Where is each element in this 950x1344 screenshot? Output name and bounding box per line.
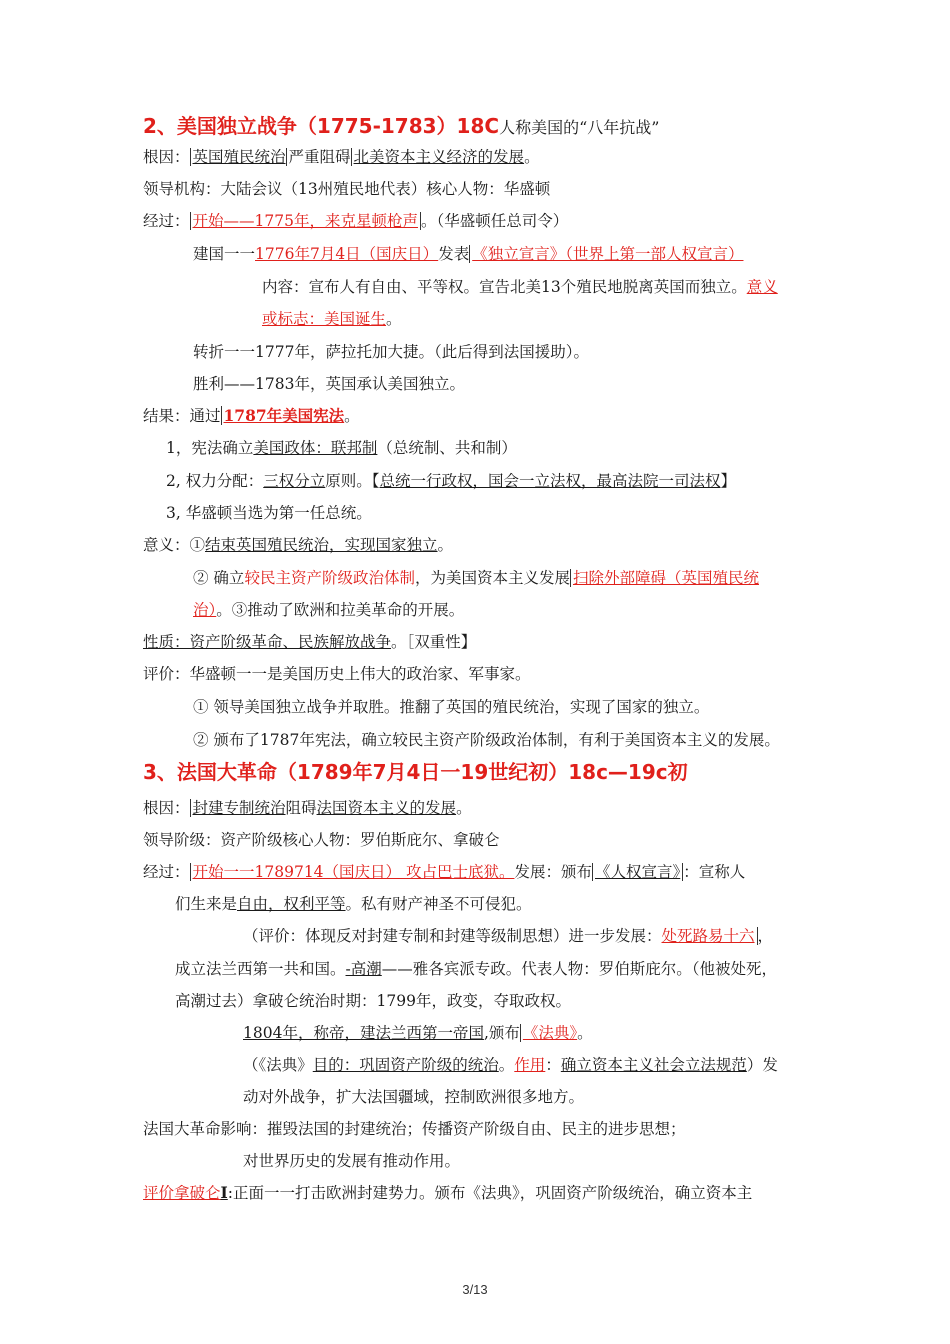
section-3-title: 3、法国大革命（1789年7月4日一19世纪初）18c—19c初 <box>143 760 688 784</box>
sec3-process-5: 高潮过去）拿破仑统治时期：1799年，政变，夺取政权。 <box>175 992 571 1010</box>
sec2-result-3: 3, 华盛顿当选为第一任总统。 <box>166 504 372 522</box>
sec3-root-cause: 根因： 封建专制统治阻碍法国资本主义的发展。 <box>143 799 472 817</box>
sec3-process-2: 们生来是自由，权利平等。私有财产神圣不可侵犯。 <box>175 895 532 913</box>
section-2-title: 2、美国独立战争（1775-1783）18C人称美国的“八年抗战” <box>143 114 660 138</box>
sec3-process: 经过： 开始一一1789714（国庆日） 攻占巴士底狱。发展：颁布 《人权宣言》 ：宣称人 <box>143 863 746 881</box>
sec3-code-2: 动对外战争，扩大法国疆域，控制欧洲很多地方。 <box>243 1088 585 1106</box>
sec2-founding: 建国一一1776年7月4日（国庆日）发表 《独立宣言》（世界上第一部人权宣言） <box>193 245 744 263</box>
page-number: 3/13 <box>462 1282 488 1297</box>
sec3-napoleon-eval: 评价拿破仑I:正面一一打击欧洲封建势力。颁布《法典》，巩固资产阶级统治，确立资本主 <box>143 1183 753 1202</box>
sec2-result: 结果：通过 1787年美国宪法。 <box>143 406 360 425</box>
sec2-significance-1: 意义：①结束英国殖民统治，实现国家独立。 <box>143 536 454 554</box>
sec2-process: 经过： 开始——1775年，来克星顿枪声 。（华盛顿任总司令） <box>143 212 569 230</box>
sec2-nature: 性质：资产阶级革命、民族解放战争。［双重性】 <box>143 633 477 651</box>
section-2-title-tail: 人称美国的“八年抗战” <box>499 118 660 137</box>
sec2-result-2: 2, 权力分配：三权分立原则。【总统一行政权，国会一立法权，最高法院一司法权】 <box>166 472 737 490</box>
sec2-significance-2: ② 确立较民主资产阶级政治体制，为美国资本主义发展 扫除外部障碍（英国殖民统 <box>193 569 759 587</box>
sec2-root-cause: 根因： 英国殖民统治 严重阻碍 北美资本主义经济的发展。 <box>143 148 540 166</box>
sec3-code: （《法典》目的：巩固资产阶级的统治。作用：确立资本主义社会立法规范）发 <box>243 1056 778 1074</box>
sec3-process-3: （评价：体现反对封建专制和封建等级制思想）进一步发展：处死路易十六 ， <box>243 927 774 945</box>
sec2-significance-3: 治）。③推动了欧洲和拉美革命的开展。 <box>193 601 465 619</box>
sec2-declaration-significance: 或标志：美国诞生。 <box>262 310 402 328</box>
sec3-impact-2: 对世界历史的发展有推动作用。 <box>243 1152 461 1170</box>
sec2-turning-point: 转折一一1777年，萨拉托加大捷。（此后得到法国援助）。 <box>193 343 589 361</box>
sec2-victory: 胜利——1783年，英国承认美国独立。 <box>193 375 465 393</box>
sec2-result-1: 1，宪法确立美国政体：联邦制（总统制、共和制） <box>166 439 517 457</box>
sec3-impact: 法国大革命影响：摧毁法国的封建统治；传播资产阶级自由、民主的进步思想； <box>143 1120 686 1138</box>
sec2-evaluation-1: ① 领导美国独立战争并取胜。推翻了英国的殖民统治，实现了国家的独立。 <box>193 698 710 716</box>
sec2-declaration-content: 内容：宣布人有自由、平等权。宣告北美13个殖民地脱离英国而独立。意义 <box>262 278 778 296</box>
sec3-empire: 1804年，称帝，建法兰西第一帝国,颁布 《法典》。 <box>243 1024 593 1042</box>
sec3-process-4: 成立法兰西第一共和国。-高潮——雅各宾派专政。代表人物：罗伯斯庇尔。（他被处死， <box>175 960 778 978</box>
sec3-leadership: 领导阶级：资产阶级核心人物：罗伯斯庇尔、拿破仑 <box>143 831 500 849</box>
sec2-evaluation-2: ② 颁布了1787年宪法，确立较民主资产阶级政治体制，有利于美国资本主义的发展。 <box>193 731 780 749</box>
sec2-evaluation: 评价：华盛顿一一是美国历史上伟大的政治家、军事家。 <box>143 665 531 683</box>
sec2-leadership: 领导机构：大陆会议（13州殖民地代表）核心人物：华盛顿 <box>143 180 551 198</box>
